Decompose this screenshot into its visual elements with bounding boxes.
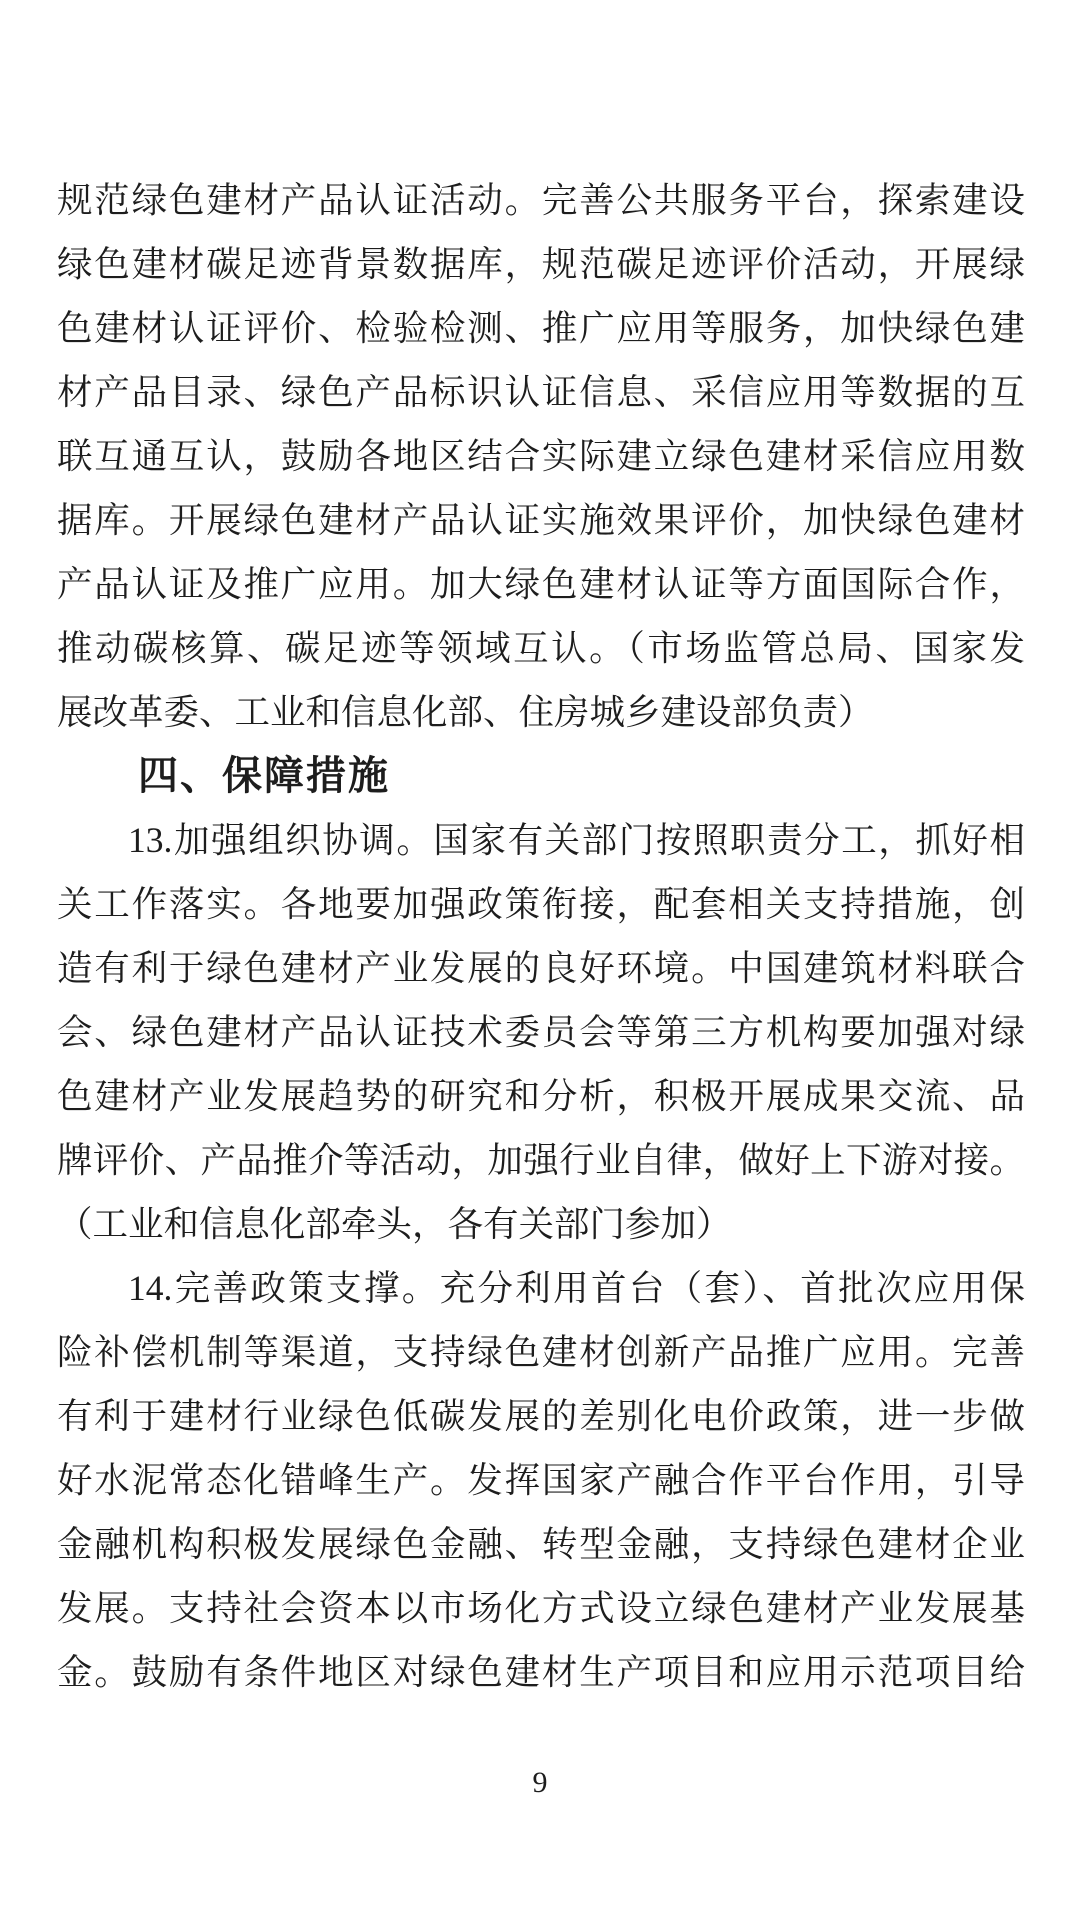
text-line [57,1256,1025,1320]
text-line [57,680,1025,744]
text-line [57,424,1025,488]
text-segment: 造有利于绿色建材产业发展的良好环境。中国建筑材料联合 [57,948,1025,988]
text-line [57,1064,1025,1128]
text-segment: 色建材产业发展趋势的研究和分析，积极开展成果交流、品 [57,1076,1025,1116]
text-line [57,1512,1025,1576]
text-segment: 材产品目录、绿色产品标识认证信息、采信应用等数据的互 [57,372,1025,412]
text-line [57,488,1025,552]
text-segment: 有利于建材行业绿色低碳发展的差别化电价政策，进一步做 [57,1396,1025,1436]
text-line [57,808,1025,872]
text-line [57,1000,1025,1064]
text-line [57,360,1025,424]
text-segment: （工业和信息化部牵头，各有关部门参加） [57,1204,732,1244]
text-line [57,1640,1025,1704]
page-footer [0,1766,1080,1800]
text-line [57,1128,1025,1192]
text-segment: 13.加强组织协调。国家有关部门按照职责分工，抓好相 [128,820,1025,860]
text-segment: 规范绿色建材产品认证活动。完善公共服务平台，探索建设 [57,180,1025,220]
text-line [57,168,1025,232]
text-line [57,872,1025,936]
text-segment: 色建材认证评价、检验检测、推广应用等服务，加快绿色建 [57,308,1025,348]
text-line [57,552,1025,616]
text-line [57,1576,1025,1640]
text-segment: 联互通互认，鼓励各地区结合实际建立绿色建材采信应用数 [57,436,1025,476]
text-segment: 展改革委、工业和信息化部、住房城乡建设部负责） [57,692,874,732]
text-line [57,1320,1025,1384]
text-segment: 险补偿机制等渠道，支持绿色建材创新产品推广应用。完善 [57,1332,1025,1372]
text-line [57,1448,1025,1512]
text-line [57,936,1025,1000]
text-segment: 产品认证及推广应用。加大绿色建材认证等方面国际合作， [57,564,1025,604]
text-segment: 牌评价、产品推介等活动，加强行业自律，做好上下游对接。 [57,1140,1025,1180]
text-segment: 金。鼓励有条件地区对绿色建材生产项目和应用示范项目给 [57,1652,1025,1692]
page-number: 9 [532,1766,548,1799]
text-line [57,1192,1025,1256]
text-segment: 关工作落实。各地要加强政策衔接，配套相关支持措施，创 [57,884,1025,924]
text-segment: 会、绿色建材产品认证技术委员会等第三方机构要加强对绿 [57,1012,1025,1052]
text-column [57,168,1025,1704]
text-line [57,232,1025,296]
text-line [57,1384,1025,1448]
text-segment: （市场监管总局、国家发 [627,628,1025,668]
text-line [57,616,1025,680]
text-segment: 据库。开展绿色建材产品认证实施效果评价，加快绿色建材 [57,500,1025,540]
text-segment: 推动碳核算、碳足迹等领域互认。 [57,628,628,668]
text-segment: 14.完善政策支撑。充分利用首台（套）、首批次应用保 [128,1268,1025,1308]
text-segment: 发展。支持社会资本以市场化方式设立绿色建材产业发展基 [57,1588,1025,1628]
text-segment: 绿色建材碳足迹背景数据库，规范碳足迹评价活动，开展绿 [57,244,1025,284]
text-segment: 四、保障措施 [138,754,390,798]
section-heading [57,744,1025,808]
text-segment: 好水泥常态化错峰生产。发挥国家产融合作平台作用，引导 [57,1460,1025,1500]
text-segment: 金融机构积极发展绿色金融、转型金融，支持绿色建材企业 [57,1524,1025,1564]
text-line [57,296,1025,360]
